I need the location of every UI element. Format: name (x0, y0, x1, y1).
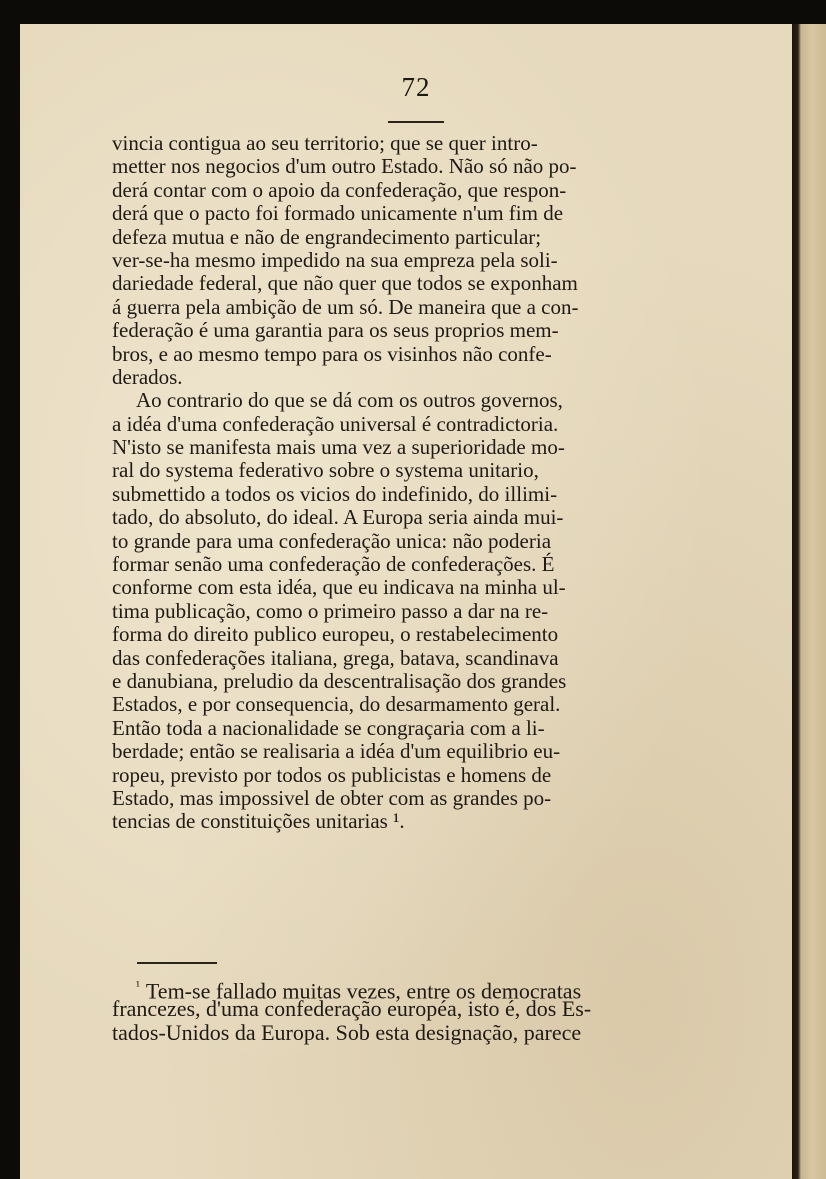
text-line: conforme com esta idéa, que eu indicava na minha ul- (112, 575, 566, 600)
footnote-line: tados-Unidos da Europa. Sob esta designação, parece (112, 1019, 582, 1045)
text-line: defeza mutua e não de engrandecimento particular; (112, 224, 542, 249)
text-line: tima publicação, como o primeiro passo a dar na re- (112, 598, 549, 623)
text-line: das confederações italiana, grega, batava, scandinava (112, 645, 559, 670)
footnote-line (112, 972, 728, 1004)
text-line: formar senão uma confederação de confederações. É (112, 552, 555, 577)
text-line: ral do systema federativo sobre o systema unitario, (112, 458, 539, 483)
text-line: derá que o pacto foi formado unicamente n'um fim de (112, 201, 564, 226)
text-line: forma do direito publico europeu, o restabelecimento (112, 622, 559, 647)
text-line: N'isto se manifesta mais uma vez a superioridade mo- (112, 435, 565, 460)
paragraph-2 (112, 389, 728, 833)
book-page (20, 24, 800, 1179)
text-line: to grande para uma confederação unica: não poderia (112, 528, 552, 553)
paragraph-1 (112, 132, 728, 389)
text-line: federação é uma garantia para os seus proprios mem- (112, 318, 559, 343)
book-gutter-edge (792, 24, 826, 1179)
text-line: e danubiana, preludio da descentralisação dos grandes (112, 668, 567, 693)
footnote-rule (137, 962, 217, 964)
footnote (112, 972, 728, 1045)
text-line: Ao contrario do que se dá com os outros governos, (136, 388, 563, 413)
text-line: a idéa d'uma confederação universal é contradictoria. (112, 411, 559, 436)
text-line: tencias de constituições unitarias ¹. (112, 809, 405, 834)
text-line: vincia contigua ao seu territorio; que se quer intro- (112, 131, 538, 155)
text-line: bros, e ao mesmo tempo para os visinhos não confe- (112, 341, 552, 366)
footnote-line: francezes, d'uma confederação européa, isto é, dos Es- (112, 996, 592, 1022)
page-number-rule (388, 121, 444, 123)
text-line: ropeu, previsto por todos os publicistas e homens de (112, 762, 552, 787)
text-line: Estados, e por consequencia, do desarmamento geral. (112, 692, 561, 717)
page-number: 72 (401, 72, 431, 102)
text-line: berdade; então se realisaria a idéa d'um equilibrio eu- (112, 739, 561, 764)
text-line: dariedade federal, que não quer que todos se exponham (112, 271, 578, 296)
footnote-line-text: Tem-se fallado muitas vezes, entre os democratas (145, 978, 582, 1004)
text-line: á guerra pela ambição de um só. De maneira que a con- (112, 294, 579, 319)
text-line: Estado, mas impossivel de obter com as grandes po- (112, 785, 552, 810)
body-text (112, 132, 728, 834)
text-line: derá contar com o apoio da confederação, que respon- (112, 177, 567, 202)
text-line: derados. (112, 364, 183, 389)
text-line: Então toda a nacionalidade se congraçaria com a li- (112, 715, 545, 740)
footnote-marker: ¹ (136, 978, 140, 993)
text-line: tado, do absoluto, do ideal. A Europa seria ainda mui- (112, 505, 564, 530)
text-line: submettido a todos os vicios do indefinido, do illimi- (112, 481, 558, 506)
text-line: metter nos negocios d'um outro Estado. Não só não po- (112, 154, 577, 179)
text-line: ver-se-ha mesmo impedido na sua empreza pela soli- (112, 247, 558, 272)
